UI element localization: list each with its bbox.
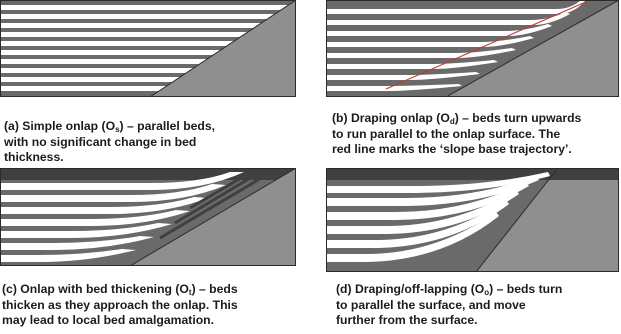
caption-line: thickness. — [4, 150, 64, 164]
caption-line: may lead to local bed amalgamation. — [2, 313, 214, 327]
caption-line — [2, 282, 238, 298]
caption-text: ) – parallel beds, — [119, 119, 216, 133]
panel-b-diagram — [326, 0, 619, 97]
caption-text: ) – beds turn — [489, 282, 563, 296]
caption-b — [332, 111, 581, 158]
panel-d-draping-offlapping — [326, 168, 619, 272]
caption-text: (c) Onlap with bed thickening (O — [2, 282, 189, 296]
caption-line — [4, 119, 215, 135]
caption-text: ) – beds turn upwards — [454, 111, 582, 125]
bed — [0, 5, 296, 10]
caption-line: red line marks the ‘slope base trajectory’. — [332, 142, 572, 156]
caption-subscript: d — [449, 117, 455, 126]
panel-a-simple-onlap — [0, 0, 296, 97]
caption-line: to run parallel to the onlap surface. The — [332, 126, 561, 141]
bed — [0, 14, 296, 19]
caption-c — [2, 282, 238, 329]
panel-b-draping-onlap — [326, 0, 619, 97]
panel-d-diagram — [326, 168, 619, 272]
caption-subscript: o — [484, 288, 490, 297]
caption-text: (b) Draping onlap (O — [332, 111, 450, 125]
caption-d — [336, 282, 562, 329]
caption-subscript: t — [188, 288, 192, 297]
caption-subscript: s — [115, 125, 120, 134]
caption-line — [336, 282, 562, 298]
panel-c-onlap-bed-thickening — [0, 168, 296, 266]
caption-line: with no significant change in bed — [4, 134, 197, 149]
caption-text: ) – beds — [191, 282, 238, 296]
panel-c-diagram — [0, 168, 296, 266]
caption-line — [332, 111, 581, 127]
panel-a-diagram — [0, 0, 296, 97]
caption-line: thicken as they approach the onlap. This — [2, 297, 238, 312]
caption-line: to parallel the surface, and move — [336, 297, 526, 312]
caption-text: (a) Simple onlap (O — [4, 119, 116, 133]
caption-line: further from the surface. — [336, 313, 478, 327]
caption-text: (d) Draping/off-lapping (O — [336, 282, 485, 296]
dark-top-unit — [326, 168, 619, 180]
caption-a — [4, 119, 215, 166]
bed — [0, 23, 296, 28]
